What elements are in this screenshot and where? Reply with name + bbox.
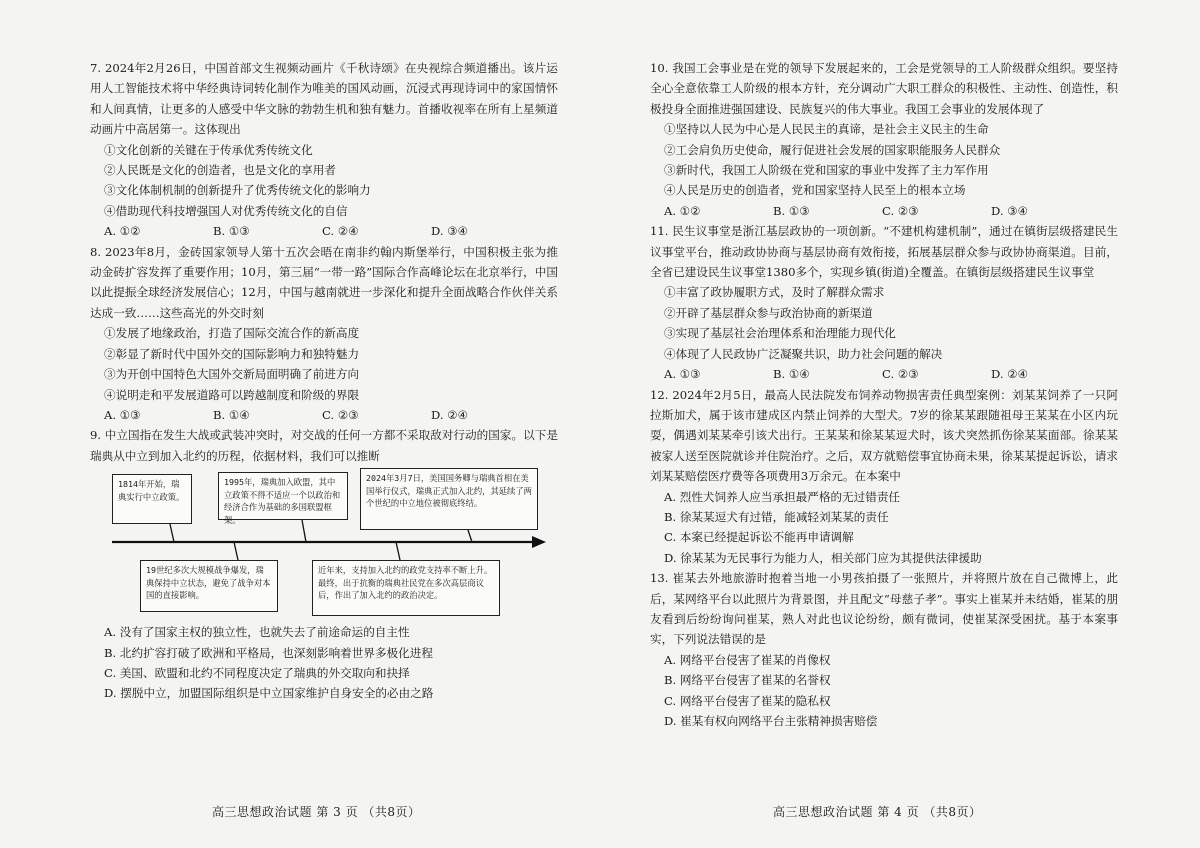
question-11 <box>650 221 1118 384</box>
question-11-option-b: B. ①④ <box>773 367 810 382</box>
question-11-option-c: C. ②③ <box>882 367 919 382</box>
question-7-option-a: A. ①② <box>104 224 141 239</box>
question-10-item-1: ①坚持以人民为中心是人民民主的真谛，是社会主义民主的生命 <box>664 122 989 137</box>
question-11-item-4: ④体现了人民政协广泛凝聚共识，助力社会问题的解决 <box>664 346 943 361</box>
question-7-option-d: D. ③④ <box>431 224 469 239</box>
timeline-box-1814: 1814年开始，瑞典实行中立政策。 <box>112 474 192 524</box>
question-13-option-c: C. 网络平台侵害了崔某的隐私权 <box>664 693 831 708</box>
question-11-options <box>650 364 1118 384</box>
question-12-options <box>650 487 1118 569</box>
question-8-stem: 8. 2023年8月，金砖国家领导人第十五次会晤在南非约翰内斯堡举行，中国积极主张为推动金砖扩容发挥了重要作用；10月，第三届“一带一路”国际合作高峰论坛在北京举行，中国以此提振全球经济发展信心；12月，中国与越南就进一步深化和提升全面战略合作伙伴关系达成一致……这些高光的外交时刻 <box>90 244 558 320</box>
question-10 <box>650 58 1118 221</box>
question-9-option-a: A. 没有了国家主权的独立性，也就失去了前途命运的自主性 <box>104 625 410 640</box>
question-13 <box>650 568 1118 731</box>
question-9-options <box>90 622 558 704</box>
question-7 <box>90 58 558 242</box>
question-11-stem: 11. 民生议事堂是浙江基层政协的一项创新。“不建机构建机制”，通过在镇街层级搭建民生议事堂平台，推动政协协商与基层协商有效衔接，拓展基层群众参与政协协商渠道。目前，全省已建设民生议事堂1380多个，实现乡镇(街道)全覆盖。在镇街层级搭建民生议事堂 <box>650 224 1118 280</box>
question-12-option-d: D. 徐某某为无民事行为能力人，相关部门应为其提供法律援助 <box>664 550 982 565</box>
question-9-option-d: D. 摆脱中立，加盟国际组织是中立国家维护自身安全的必由之路 <box>104 686 434 701</box>
question-8-option-a: A. ①③ <box>104 407 141 422</box>
question-7-stem: 7. 2024年2月26日，中国首部文生视频动画片《千秋诗颂》在央视综合频道播出。该片运用人工智能技术将中华经典诗词转化制作为唯美的国风动画，沉浸式再现诗词中的家国情怀和人间真情，让更多的人感受中华文脉的勃勃生机和独有魅力。首播收视率在所有上星频道动画片中高居第一。这体现出 <box>90 61 558 137</box>
question-13-options <box>650 650 1118 732</box>
question-7-item-1: ①文化创新的关键在于传承优秀传统文化 <box>104 142 313 157</box>
question-12-option-b: B. 徐某某逗犬有过错，能减轻刘某某的责任 <box>664 509 889 524</box>
question-9 <box>90 425 558 703</box>
question-10-item-2: ②工会肩负历史使命，履行促进社会发展的国家职能服务人民群众 <box>664 142 1001 157</box>
question-9-stem: 9. 中立国指在发生大战或武装冲突时，对交战的任何一方都不采取敌对行动的国家。以下是瑞典从中立到加入北约的历程，依据材料，我们可以推断 <box>90 428 558 463</box>
question-10-stem: 10. 我国工会事业是在党的领导下发展起来的，工会是党领导的工人阶级群众组织。要坚持全心全意依靠工人阶级的根本方针，充分调动广大职工群众的积极性、主动性、创造性，积极投身全面推进强国建设、民族复兴的伟大事业。我国工会事业的发展体现了 <box>650 61 1118 116</box>
page-footer-left: 高三思想政治试题 第 3 页 （共8页） <box>212 805 421 819</box>
timeline-box-2024: 2024年3月7日，美国国务卿与瑞典首相在美国举行仪式，瑞典正式加入北约，其延续了两个世纪的中立地位被彻底终结。 <box>360 468 538 530</box>
question-10-options <box>650 201 1118 221</box>
question-10-item-3: ③新时代，我国工人阶级在党和国家的事业中发挥了主力军作用 <box>664 163 989 178</box>
question-7-item-3: ③文化体制机制的创新提升了优秀传统文化的影响力 <box>104 183 371 198</box>
question-8-item-4: ④说明走和平发展道路可以跨越制度和阶级的界限 <box>104 387 360 402</box>
question-12-stem: 12. 2024年2月5日，最高人民法院发布饲养动物损害责任典型案例：刘某某饲养了一只阿拉斯加犬，属于该市建成区内禁止饲养的大型犬。7岁的徐某某跟随祖母王某某在小区内玩耍，偶遇刘某某牵引该犬出行。王某某和徐某某逗犬时，该犬突然抓伤徐某某面部。徐某某被家人送至医院就诊并住院治疗。之后，双方就赔偿事宜协商未果，徐某某提起诉讼，请求刘某某赔偿医疗费等各项费用3万余元。在本案中 <box>650 387 1118 484</box>
right-column <box>650 58 1118 731</box>
question-10-option-a: A. ①② <box>664 203 701 218</box>
question-8 <box>90 242 558 426</box>
question-11-item-1: ①丰富了政协履职方式，及时了解群众需求 <box>664 285 885 300</box>
question-11-item-2: ②开辟了基层群众参与政治协商的新渠道 <box>664 305 873 320</box>
question-10-item-4: ④人民是历史的创造者，党和国家坚持人民至上的根本立场 <box>664 183 966 198</box>
question-10-option-b: B. ①③ <box>773 203 810 218</box>
question-8-options <box>90 405 558 425</box>
timeline-box-19th-century: 19世纪多次大规模战争爆发，瑞典保持中立状态，避免了战争对本国的直接影响。 <box>140 560 278 612</box>
question-7-options <box>90 221 558 241</box>
question-8-option-d: D. ②④ <box>431 407 469 422</box>
question-7-item-4: ④借助现代科技增强国人对优秀传统文化的自信 <box>104 203 348 218</box>
question-13-stem: 13. 崔某去外地旅游时抱着当地一小男孩拍摄了一张照片，并将照片放在自己微博上，此后，某网络平台以此照片为背景图，并且配文“母慈子孝”。事实上崔某并未结婚，崔某的朋友看到后纷纷询问崔某，熟人对此也议论纷纷，颇有微词，使崔某深受困扰。基于本案事实，下列说法错误的是 <box>650 571 1118 647</box>
question-12-option-a: A. 烈性犬饲养人应当承担最严格的无过错责任 <box>664 489 901 504</box>
question-7-option-c: C. ②④ <box>322 224 359 239</box>
sweden-timeline-figure <box>90 468 558 618</box>
question-9-option-b: B. 北约扩容打破了欧洲和平格局，也深刻影响着世界多极化进程 <box>104 645 433 660</box>
question-11-option-d: D. ②④ <box>991 367 1029 382</box>
left-column <box>90 58 558 704</box>
question-8-option-b: B. ①④ <box>213 407 250 422</box>
page-footer-right: 高三思想政治试题 第 4 页 （共8页） <box>773 805 982 819</box>
question-7-option-b: B. ①③ <box>213 224 250 239</box>
question-13-option-d: D. 崔某有权向网络平台主张精神损害赔偿 <box>664 714 878 728</box>
question-9-option-c: C. 美国、欧盟和北约不同程度决定了瑞典的外交取向和抉择 <box>104 665 410 680</box>
question-11-item-3: ③实现了基层社会治理体系和治理能力现代化 <box>664 326 896 341</box>
question-13-option-a: A. 网络平台侵害了崔某的肖像权 <box>664 652 831 667</box>
question-8-option-c: C. ②③ <box>322 407 359 422</box>
question-8-item-3: ③为开创中国特色大国外交新局面明确了前进方向 <box>104 367 360 382</box>
question-10-option-d: D. ③④ <box>991 203 1029 218</box>
question-7-item-2: ②人民既是文化的创造者，也是文化的享用者 <box>104 163 336 178</box>
question-12-option-c: C. 本案已经提起诉讼不能再申请调解 <box>664 530 854 545</box>
question-12 <box>650 385 1118 569</box>
question-13-option-b: B. 网络平台侵害了崔某的名誉权 <box>664 673 831 688</box>
timeline-box-1995: 1995年，瑞典加入欧盟，其中立政策不得不适应一个以政治和经济合作为基础的多国联盟框架。 <box>218 472 348 520</box>
question-11-option-a: A. ①③ <box>664 367 701 382</box>
question-8-item-1: ①发展了地缘政治，打造了国际交流合作的新高度 <box>104 326 360 341</box>
question-8-item-2: ②彰显了新时代中国外交的国际影响力和独特魅力 <box>104 346 360 361</box>
question-10-option-c: C. ②③ <box>882 203 919 218</box>
timeline-box-recent-years: 近年来，支持加入北约的政党支持率不断上升。最终，出于抗衡的瑞典社民党在多次高层商议后，作出了加入北约的政治决定。 <box>312 560 500 616</box>
